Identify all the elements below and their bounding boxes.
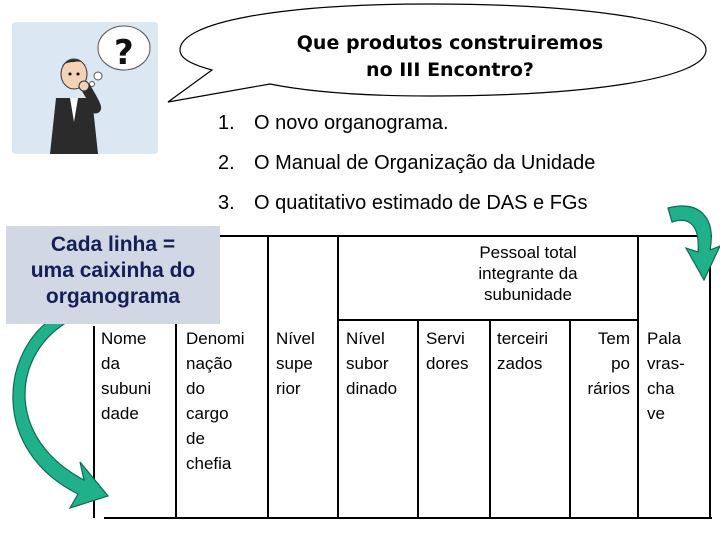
curved-arrow-icon (668, 206, 720, 280)
list-number: 3. (218, 192, 235, 214)
group-header-line-2: integrante da (478, 264, 578, 283)
column-header-denominacao: Denomi nação do cargo de chefia (186, 329, 245, 473)
column-header-nivel-subordinado: Nível subor dinado (346, 329, 398, 398)
callout-line-2: uma caixinha do (30, 259, 196, 282)
group-header-line-3: subunidade (484, 285, 572, 304)
bubble-line-1: Que produtos construiremos (296, 32, 604, 54)
callout-box (6, 226, 220, 324)
column-header-palavras-chave: Pala vras- cha ve (647, 329, 685, 423)
list-text: O Manual de Organização da Unidade (254, 152, 596, 174)
column-header-temporarios: Tem po rários (587, 329, 630, 398)
question-mark-icon: ? (114, 33, 134, 73)
group-header (436, 242, 620, 305)
list-number: 2. (218, 152, 235, 174)
column-header-terceirizados: terceiri zados (497, 329, 549, 373)
list-number: 1. (218, 112, 235, 134)
callout-line-1: Cada linha = (50, 233, 176, 256)
column-header-servidores: Servi dores (426, 329, 469, 373)
column-header-nivel-superior: Nível supe rior (276, 329, 315, 398)
bubble-line-2: no III Encontro? (366, 59, 534, 81)
callout-line-3: organograma (45, 285, 181, 308)
list-text: O novo organograma. (254, 112, 449, 134)
list-text: O quatitativo estimado de DAS e FGs (254, 192, 588, 214)
group-header-line-1: Pessoal total (479, 243, 577, 262)
column-header-nome: Nome da subuni dade (101, 329, 152, 423)
